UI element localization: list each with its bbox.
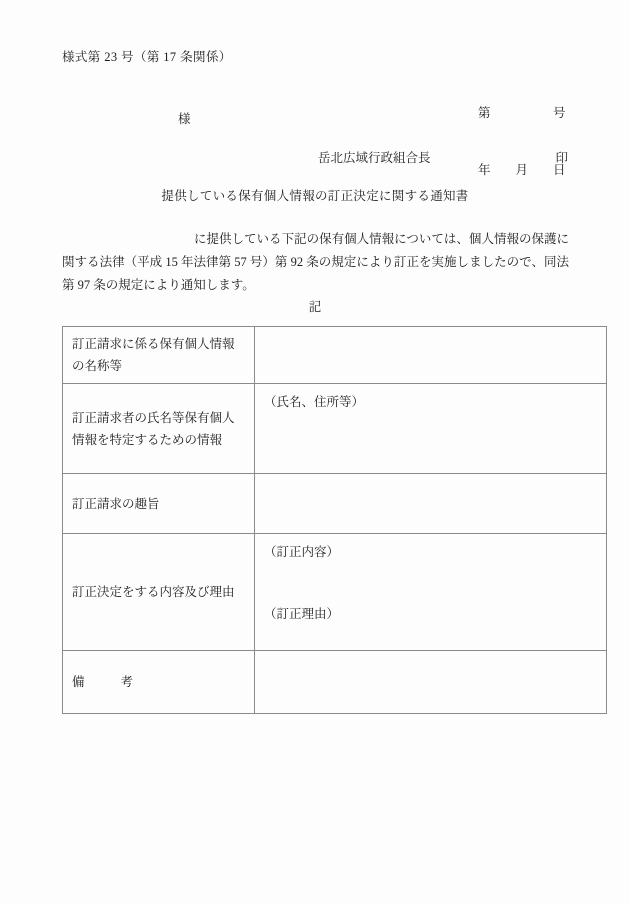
decision-reason-label: （訂正理由） (264, 607, 340, 621)
table-row (63, 384, 607, 474)
row-label-decision-content-reason: 訂正決定をする内容及び理由 (63, 534, 255, 651)
row-value-remarks[interactable] (255, 651, 607, 714)
table-row (63, 534, 607, 651)
decision-value-stack (264, 541, 597, 625)
issuer-name: 岳北広域行政組合長 (318, 151, 431, 165)
document-number-line: 第 号 (478, 106, 566, 120)
body-paragraph-text: に提供している下記の保有個人情報については、個人情報の保護に関する法律（平成 15 年法律第 57 号）第 92 条の規定により訂正を実施しましたので、同法第 97 条の規定により通知します。 (62, 232, 569, 292)
row-value-corrected-info-name[interactable] (255, 327, 607, 384)
issuer-row (318, 148, 568, 166)
form-table (62, 326, 607, 714)
document-title: 提供している保有個人情報の訂正決定に関する通知書 (161, 189, 469, 203)
table-row (63, 651, 607, 714)
decision-content-label: （訂正内容） (264, 545, 340, 559)
table-row (63, 474, 607, 534)
row-value-decision-content-reason[interactable] (255, 534, 607, 651)
form-number: 様式第 23 号（第 17 条関係） (62, 50, 232, 64)
remarks-label-part-2: 考 (120, 675, 134, 689)
body-paragraph (62, 228, 569, 297)
row-label-requester-identification: 訂正請求者の氏名等保有個人情報を特定するための情報 (63, 384, 255, 474)
row-label-request-purpose: 訂正請求の趣旨 (63, 474, 255, 534)
addressee-honorific: 様 (178, 112, 191, 126)
row-label-corrected-info-name: 訂正請求に係る保有個人情報の名称等 (63, 327, 255, 384)
row-value-request-purpose[interactable] (255, 474, 607, 534)
seal-mark: 印 (555, 151, 568, 165)
table-row (63, 327, 607, 384)
ki-mark: 記 (308, 300, 322, 314)
row-value-requester-identification[interactable]: （氏名、住所等） (255, 384, 607, 474)
remarks-label-part-1: 備 (72, 675, 85, 689)
document-date-line: 年 月 日 (478, 163, 566, 177)
row-label-remarks (63, 651, 255, 714)
